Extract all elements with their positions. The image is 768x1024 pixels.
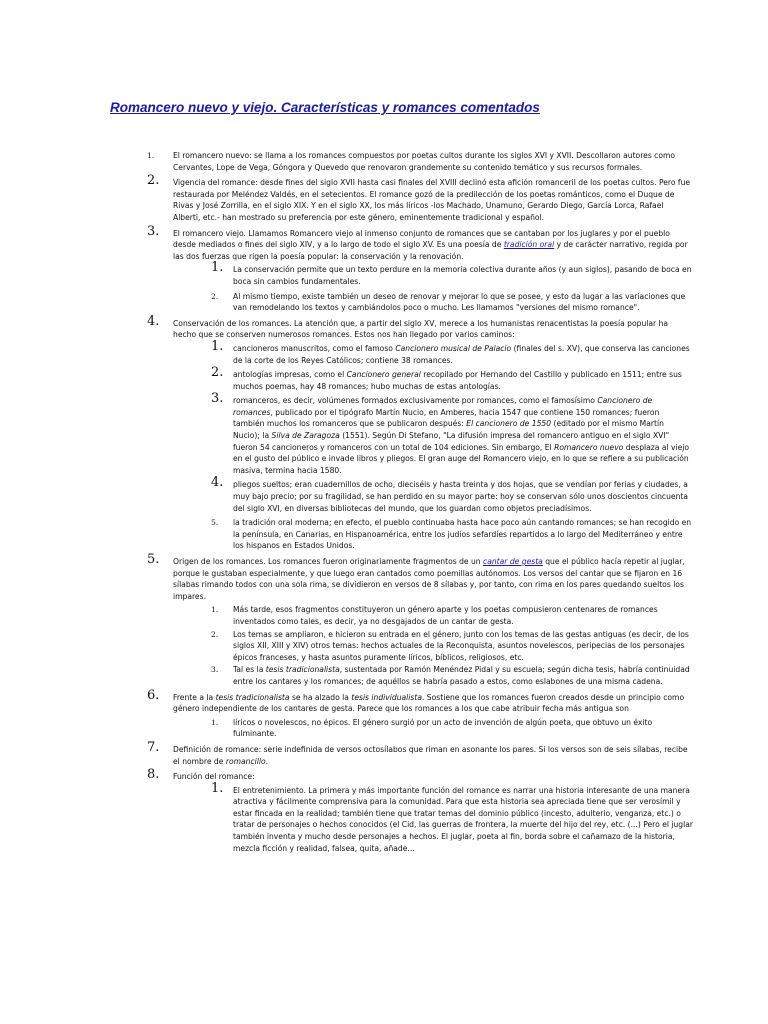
item-text: romanceros, es decir, volúmenes formados exclusivamente por romances, como el famosísimo [233, 396, 598, 406]
item-number: 1. [211, 717, 219, 727]
item-number: 7. [147, 739, 160, 755]
item-number: 2. [211, 365, 224, 381]
item-text: Definición de romance: serie indefinida de versos octosílabos que riman en asonante los pares. Si los versos son de seis sílabas, recibe el nombre de [173, 744, 688, 766]
item-italic: Silva de Zaragoza [271, 431, 340, 441]
list-item [147, 687, 693, 740]
item-text: cancioneros manuscritos, como el famoso [233, 343, 396, 353]
item-text: recopilado por Hernando del Castillo y publicado en 1511; entre sus muchos poemas, hay 48 romances; hubo muchas de estas antologías. [233, 370, 682, 391]
item-italic: Romancero nuevo [554, 442, 624, 452]
item-number: 3. [211, 665, 219, 675]
item-number: 2. [147, 173, 160, 189]
item-text: . [265, 756, 269, 766]
sub-list [211, 604, 693, 687]
sub-list-item [211, 475, 693, 514]
list-item [147, 223, 693, 314]
item-number: 4. [147, 313, 160, 329]
sub-list-item [211, 717, 693, 740]
sub-list [211, 260, 693, 313]
item-number: 1. [147, 151, 155, 160]
list-item [147, 552, 693, 688]
sub-list-item [211, 291, 693, 314]
sub-list-item [211, 365, 693, 392]
item-number: 2. [211, 291, 219, 301]
item-text: se ha alzado la [289, 692, 352, 702]
sub-list [211, 338, 693, 552]
item-italic: tesis individualista [351, 692, 422, 702]
list-item [147, 739, 693, 767]
item-text: que el público hacía repetir al juglar, porque le gustaban especialmente, y que luego eran cantados como poemillas autónomos. Los versos del cantar que se fijaron en 16 sílabas rimando todos con una sola rima, se dividieron en versos de 8 sílabas y, por tanto, con rima en los pares quedando sueltos los impares. [173, 557, 685, 601]
item-text: (editado por el mismo Martín Nucio); la [233, 419, 664, 441]
item-italic: romancillo [225, 756, 266, 766]
item-text: , sustentada por Ramón Menéndez Pidal y su escuela; según dicha tesis, habría continuidad entre los cantares y los romances; de aquéllos se habría pasado a estos, como eslabones de una misma cadena. [233, 665, 690, 686]
item-text: la tradición oral moderna; en efecto, el pueblo continuaba hasta hace poco aún cantando romances; se han recogido en la península, en Canarias, en Hispanoamérica, entre los judíos sefardíes repartidos a lo largo del Mediterráneo y entre los hispanos en Estados Unidos. [233, 518, 692, 551]
item-italic: tesis tradicionalista [215, 692, 290, 702]
item-italic: Cancionero de romances [233, 396, 653, 417]
sub-list-item [211, 604, 693, 627]
item-text: Tal es la [233, 665, 266, 675]
tradicion-oral-link[interactable]: tradición oral [503, 240, 555, 250]
item-number: 1. [211, 605, 219, 615]
item-text: Origen de los romances. Los romances fueron originariamente fragmentos de un [173, 557, 484, 566]
sub-list-item [211, 664, 693, 687]
item-number: 4. [211, 475, 224, 491]
item-text: El entretenimiento. La primera y más importante función del romance es narrar una historia interesante de una manera atractiva y fácilmente comprensiva para la comunidad. Para que esta historia sea apreciada tiene que ser verosímil y estar fincada en la realidad; también tiene que tratar temas del dominio público (incesto, adulterio, venganza, etc.) o tratar de personajes o hechos conocidos (el Cid, las guerras de frontera, la muerte del hijo del rey, etc. (...) Pero el juglar también inventa y mucho desde personajes a hechos. El juglar, poeta al fin, borda sobre el cañamazo de la historia, mezcla ficción y realidad, falsea, quita, añade... [233, 785, 694, 853]
item-italic: El cancionero de 1550 [466, 419, 552, 429]
sub-list-item [211, 629, 693, 664]
sub-list-item [211, 338, 693, 366]
cantar-de-gesta-link[interactable]: cantar de gesta [483, 557, 543, 566]
list-item [147, 173, 693, 223]
item-text: Más tarde, esos fragmentos constituyeron un género aparte y los poetas compusieron centenares de romances inventados como tales, es decir, ya no desgajados de un cantar de gesta. [233, 605, 658, 626]
list-item [147, 150, 693, 173]
item-text: (1551). Según Di Stefano, "La difusión impresa del romancero antiguo en el siglo XVI" fueron 54 cancioneros y romanceros con un total de 104 ediciones. Sin embargo, El [233, 431, 670, 452]
item-text: Conservación de los romances. La atención que, a partir del siglo XV, merece a los humanistas renacentistas la poesía popular ha hecho que se conserven numerosos romances. Estos nos han llegado por varios caminos: [173, 318, 669, 340]
item-text: y de carácter narrativo, regida por las dos fuerzas que rigen la poesía popular: la conservación y la renovación. [173, 240, 688, 261]
item-text: El romancero nuevo: se llama a los romances compuestos por poetas cultos durante los siglos XVI y XVII. Descollaron autores como Cervantes, Lope de Vega, Góngora y Quevedo que renovaron grandemente su contenido temático y sus recursos formales. [173, 151, 676, 172]
item-text: Función del romance: [173, 772, 255, 782]
page-title[interactable]: Romancero nuevo y viejo. Características y romances comentados [110, 100, 540, 115]
list-item [147, 767, 694, 854]
item-text: desplaza al viejo en el gusto del público e invade libros y pliegos. El gran auge del Romancero viejo, en lo que se refiere a su publicación masiva, termina hacia 1580. [233, 442, 690, 475]
item-number: 5. [147, 552, 160, 567]
item-number: 3. [147, 223, 160, 239]
item-text: antologías impresas, como el [233, 370, 347, 380]
item-number: 5. [211, 518, 219, 528]
item-number: 1. [211, 260, 224, 276]
sub-list-item [211, 780, 694, 855]
item-number: 2. [211, 629, 219, 639]
item-text: La conservación permite que un texto perdure en la memoria colectiva durante años (y aun siglos), pasando de boca en boca sin cambios fundamentales. [233, 265, 692, 286]
item-italic: Cancionero general [346, 370, 421, 380]
sub-list-item [211, 517, 693, 552]
main-list [147, 150, 694, 858]
item-text: (finales del s. XV), que conserva las canciones de la corte de los Reyes Católicos; contiene 38 romances. [233, 343, 690, 365]
item-text: Los temas se ampliaron, e hicieron su entrada en el género, junto con los temas de las gestas antiguas (es decir, de los siglos XII, XIII y XIV) otros temas: hechos actuales de la Reconquista, asuntos novelescos, peripecias de los personajes épicos franceses, y hasta asuntos puramente líricos, bíblicos, religiosos, etc. [233, 629, 689, 662]
item-text: , publicado por el tipógrafo Martín Nucio, en Amberes, hacia 1547 que contiene 150 romances; fueron también muchos los romanceros que se publicaron después: [233, 407, 660, 429]
sub-list [211, 717, 693, 740]
item-number: 1. [211, 338, 224, 354]
item-number: 1. [211, 780, 224, 796]
item-text: pliegos sueltos; eran cuadernillos de ocho, dieciséis y hasta treinta y dos hojas, que se vendían por ferias y ciudades, a muy bajo precio; por su fragilidad, se han perdido en su mayor parte: hoy se conservan sólo unos doscientos cincuenta del siglo XVI, en diversas bibliotecas del mundo, que los guardan como objetos preciadísimos. [233, 480, 689, 513]
sub-list-item [211, 391, 693, 476]
item-text: Vigencia del romance: desde fines del siglo XVII hasta casi finales del XVIII declinó esta afición romanceril de los poetas cultos. Pero fue restaurada por Meléndez Valdés, en el setecientos. El romance gozó de la predilección de los poetas románticos, como el Duque de Rivas y José Zorrilla, en el siglo XIX. Y en el siglo XX, los más líricos -los Machado, Unamuno, Gerardo Diego, García Lorca, Rafael Alberti, etc.- han mostrado su preferencia por este género, eminentemente tradicional y español. [173, 178, 691, 222]
item-italic: Cancionero musical de Palacio [395, 343, 512, 353]
item-number: 6. [147, 687, 160, 703]
item-number: 8. [147, 767, 160, 783]
sub-list [211, 780, 694, 855]
list-item [147, 313, 693, 552]
item-text: . Sostiene que los romances fueron creados desde un principio como género independiente de los cantares de gesta. Parece que los romances a los que cabe atribuir fecha más antigua son [173, 692, 685, 714]
sub-list-item [211, 260, 693, 287]
item-number: 3. [211, 391, 224, 407]
item-text: Frente a la [173, 692, 216, 702]
item-text: Al mismo tiempo, existe también un deseo de renovar y mejorar lo que se posee, y esto da lugar a las variaciones que van remodelando los textos y cambiándolos poco o mucho. Les llamamos "versiones del mismo romance". [233, 291, 686, 313]
item-text: líricos o novelescos, no épicos. El género surgió por un acto de invención de algún poeta, que obtuvo un éxito fulminante. [233, 717, 653, 739]
item-italic: tesis tradicionalista [265, 665, 340, 675]
item-text: El romancero viejo. Llamamos Romancero viejo al inmenso conjunto de romances que se cantaban por los juglares y por el pueblo desde mediados o fines del siglo XIV, y a lo largo de todo el siglo XV. Es una poesía de [173, 228, 670, 250]
